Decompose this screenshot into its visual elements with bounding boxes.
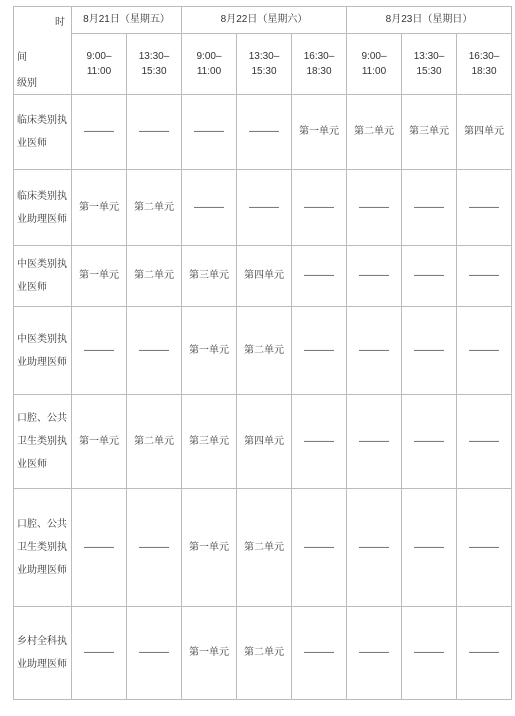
schedule-cell: ——— [347,395,402,489]
schedule-cell: ——— [237,95,292,170]
table-row [14,489,512,607]
schedule-cell: 第二单元 [127,246,182,307]
schedule-cell: ——— [182,170,237,246]
schedule-cell: ——— [182,95,237,170]
session-start: 9:00– [196,51,222,62]
schedule-cell: ——— [72,307,127,395]
schedule-cell: 第四单元 [237,395,292,489]
day-header: 8月22日（星期六） [182,7,347,34]
header-row-sessions [14,34,512,95]
session-header [457,34,512,95]
session-header [292,34,347,95]
session-end: 15:30 [141,66,167,77]
header-row-days [14,7,512,34]
table-row [14,95,512,170]
schedule-cell: 第一单元 [182,307,237,395]
row-level-label: 临床类别执业医师 [14,95,72,170]
schedule-cell: ——— [347,307,402,395]
table-row [14,395,512,489]
schedule-cell: ——— [292,246,347,307]
schedule-cell: 第二单元 [127,170,182,246]
schedule-cell: 第一单元 [72,395,127,489]
schedule-cell: ——— [402,607,457,700]
schedule-cell: 第三单元 [182,395,237,489]
corner-level-label: 级别 [17,78,37,89]
schedule-cell: 第二单元 [127,395,182,489]
schedule-cell: ——— [347,246,402,307]
schedule-cell: ——— [292,395,347,489]
schedule-cell: ——— [402,170,457,246]
schedule-cell: 第三单元 [402,95,457,170]
schedule-cell: ——— [292,307,347,395]
schedule-cell: 第四单元 [237,246,292,307]
row-level-label: 临床类别执业助理医师 [14,170,72,246]
session-end: 18:30 [306,66,332,77]
schedule-cell: 第一单元 [292,95,347,170]
schedule-cell: ——— [457,246,512,307]
schedule-cell: 第四单元 [457,95,512,170]
schedule-cell: 第一单元 [72,246,127,307]
corner-time-label: 时 [55,17,65,28]
row-level-label: 中医类别执业助理医师 [14,307,72,395]
row-level-label: 乡村全科执业助理医师 [14,607,72,700]
session-header [72,34,127,95]
session-end: 15:30 [251,66,277,77]
day-header: 8月21日（星期五） [72,7,182,34]
schedule-cell: ——— [127,607,182,700]
session-end: 11:00 [361,66,387,77]
session-start: 16:30– [303,51,335,62]
schedule-cell: 第二单元 [237,607,292,700]
schedule-cell: 第一单元 [72,170,127,246]
schedule-cell: ——— [72,489,127,607]
session-start: 13:30– [248,51,280,62]
schedule-cell: ——— [402,395,457,489]
schedule-cell: ——— [402,489,457,607]
schedule-cell: ——— [292,607,347,700]
row-level-label: 口腔、公共卫生类别执业助理医师 [14,489,72,607]
schedule-cell: ——— [292,170,347,246]
schedule-cell: ——— [347,607,402,700]
schedule-cell: ——— [72,95,127,170]
table-row [14,607,512,700]
schedule-cell: ——— [127,307,182,395]
session-start: 16:30– [468,51,500,62]
session-header [127,34,182,95]
session-start: 13:30– [413,51,445,62]
session-start: 13:30– [138,51,170,62]
schedule-cell: ——— [457,170,512,246]
exam-schedule-table [13,6,512,700]
schedule-cell: ——— [457,607,512,700]
schedule-cell: ——— [127,489,182,607]
schedule-cell: 第二单元 [237,307,292,395]
row-level-label: 口腔、公共卫生类别执业医师 [14,395,72,489]
schedule-cell: ——— [292,489,347,607]
schedule-cell: ——— [457,489,512,607]
session-start: 9:00– [86,51,112,62]
row-level-label: 中医类别执业医师 [14,246,72,307]
schedule-cell: ——— [237,170,292,246]
session-end: 11:00 [86,66,112,77]
schedule-cell: ——— [457,395,512,489]
session-end: 18:30 [471,66,497,77]
table-row [14,246,512,307]
schedule-cell: 第二单元 [237,489,292,607]
session-end: 11:00 [196,66,222,77]
schedule-cell: ——— [402,307,457,395]
schedule-cell: ——— [72,607,127,700]
corner-jian-label: 间 [17,52,27,63]
session-header [402,34,457,95]
schedule-cell: 第一单元 [182,489,237,607]
session-header [237,34,292,95]
table-row [14,307,512,395]
schedule-cell: ——— [457,307,512,395]
schedule-cell: 第三单元 [182,246,237,307]
session-start: 9:00– [361,51,387,62]
schedule-cell: 第二单元 [347,95,402,170]
schedule-cell: 第一单元 [182,607,237,700]
session-header [182,34,237,95]
day-header: 8月23日（星期日） [347,7,512,34]
table-row [14,170,512,246]
schedule-cell: ——— [127,95,182,170]
session-header [347,34,402,95]
session-end: 15:30 [416,66,442,77]
corner-cell [14,7,72,95]
schedule-cell: ——— [347,489,402,607]
schedule-cell: ——— [402,246,457,307]
schedule-cell: ——— [347,170,402,246]
